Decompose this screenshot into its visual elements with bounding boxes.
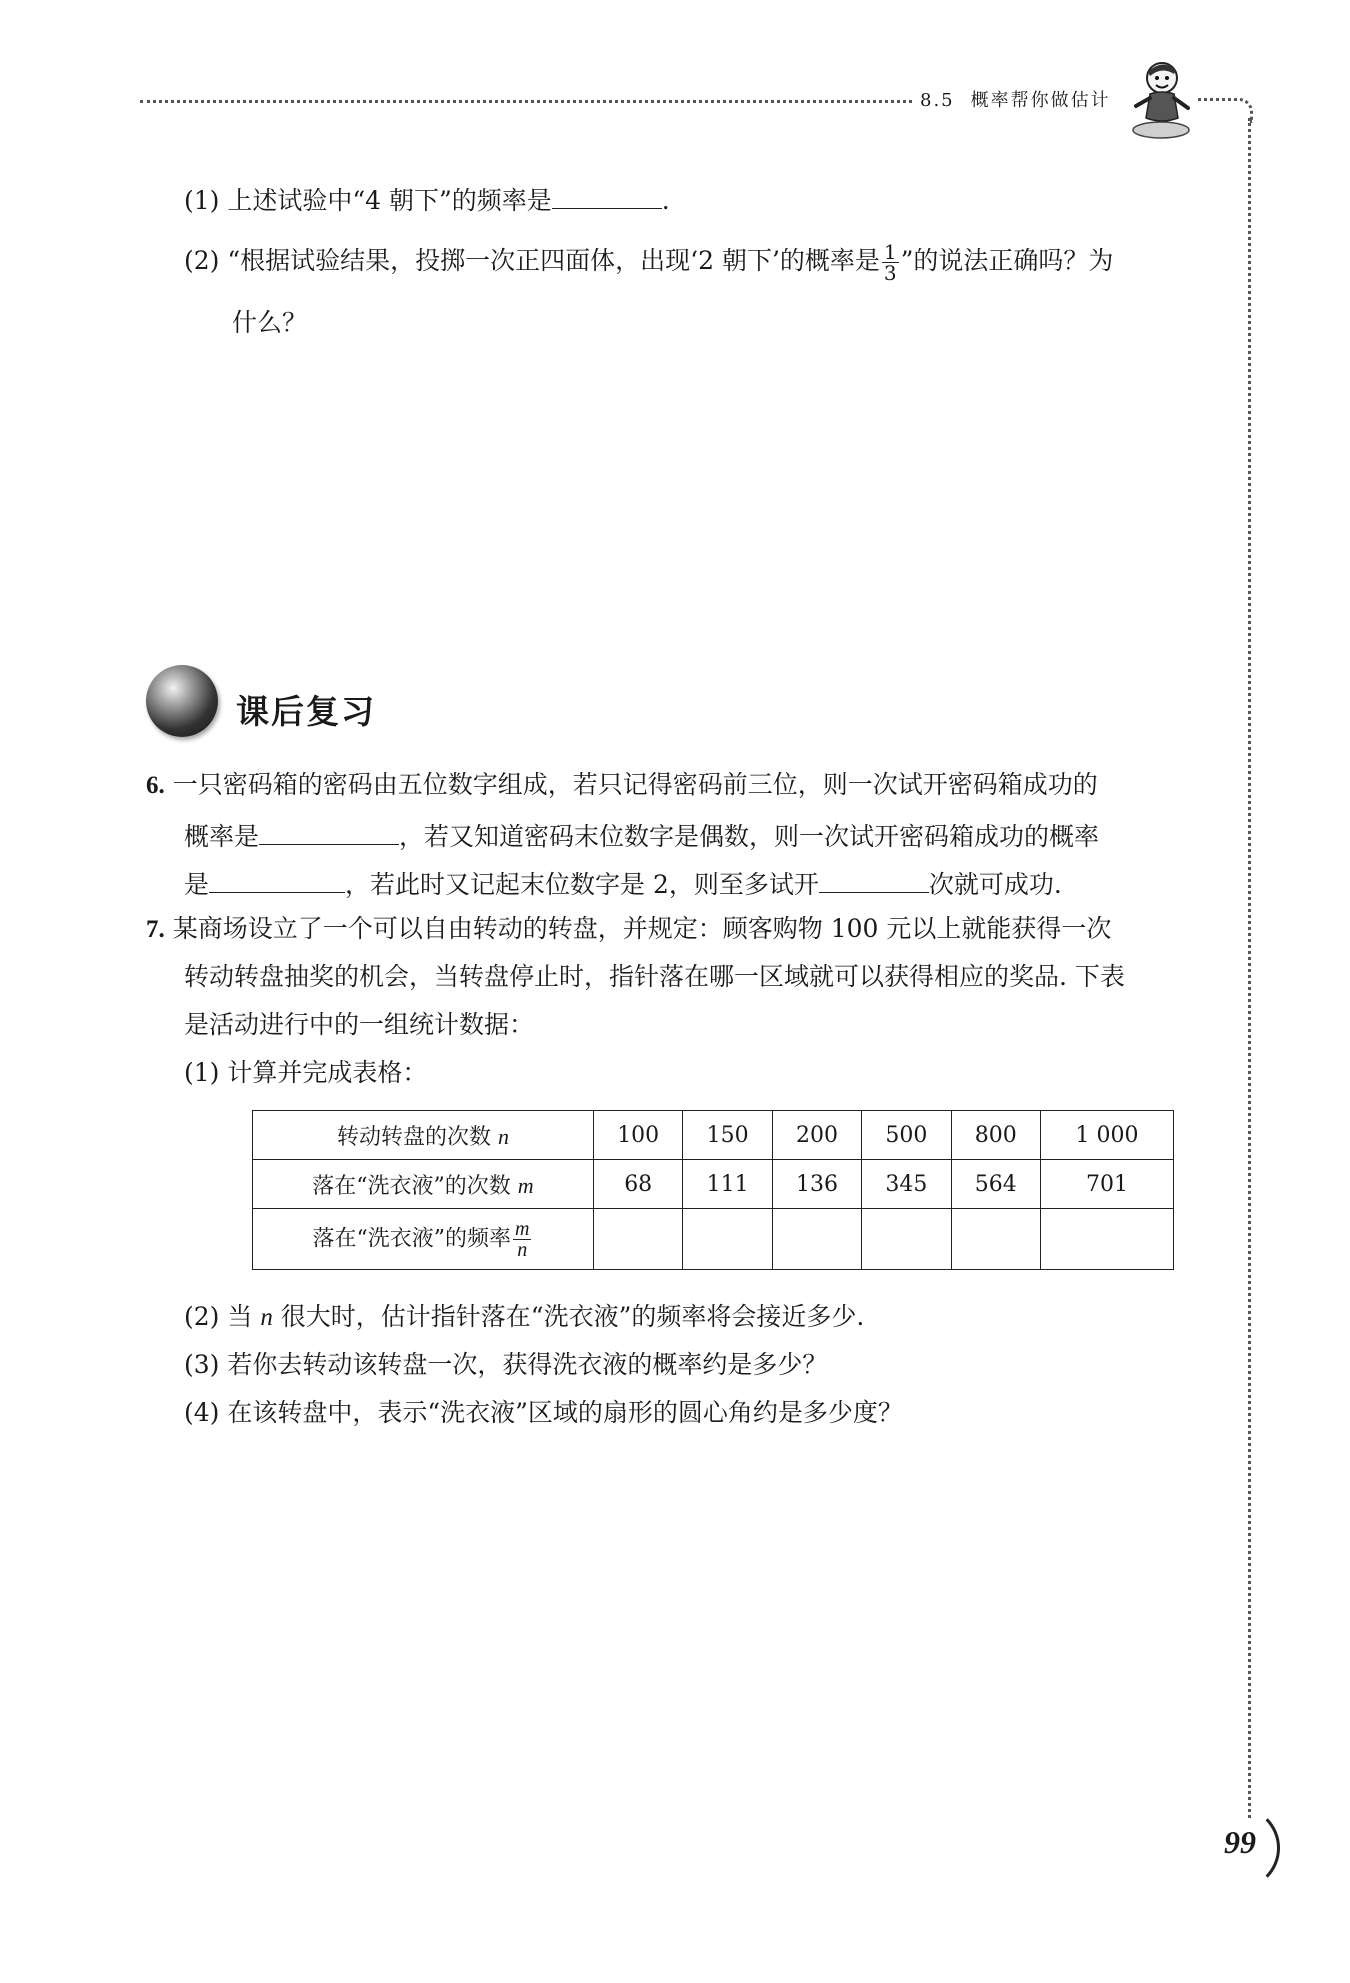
question-7-number: 7.: [146, 916, 165, 943]
question-7-sub-3: [184, 1352, 827, 1377]
question-5-part-2: [184, 242, 1113, 283]
running-header: [920, 86, 1111, 112]
section-title: 课后复习: [236, 692, 376, 731]
table-row-label: 落在“洗衣液”的频率 $\frac{m}{n}$: [253, 1209, 594, 1270]
q7-sub2-a: (2) 当: [184, 1302, 253, 1331]
question-7-line-1: [146, 916, 1111, 942]
table-row: [253, 1160, 1174, 1209]
table-cell: 800: [951, 1111, 1040, 1160]
q6-line3-b: ，若此时又记起末位数字是 2，则至多试开: [345, 870, 819, 899]
header-section-title: 概率帮你做估计: [970, 90, 1111, 111]
q5-1-text: (1) 上述试验中“4 朝下”的频率是: [184, 186, 552, 215]
question-5-part-1: [184, 184, 670, 213]
page-number: 99: [1224, 1824, 1256, 1860]
question-5-part-2-cont: [232, 310, 307, 335]
q5-1-end: .: [661, 186, 670, 215]
margin-dotted-rule: [1248, 118, 1251, 1818]
question-6-number: 6.: [146, 772, 165, 799]
q6-line2-a: 概率是: [184, 822, 260, 851]
q7-sub4-text: (4) 在该转盘中，表示“洗衣液”区域的扇形的圆心角约是多少度？: [184, 1398, 903, 1427]
question-6-line-2: [184, 820, 1099, 849]
table-cell-empty[interactable]: [683, 1209, 772, 1270]
table-cell: 68: [594, 1160, 683, 1209]
question-7-line-3: [184, 1012, 534, 1037]
fraction-m-over-n: $\frac{m}{n}$: [515, 1217, 530, 1261]
q7-line3-text: 是活动进行中的一组统计数据：: [184, 1010, 535, 1039]
table-cell-empty[interactable]: [951, 1209, 1040, 1270]
q5-2-text-a: (2) “根据试验结果，投掷一次正四面体，出现‘2 朝下’的概率是: [184, 246, 880, 275]
statistics-table: [252, 1110, 1174, 1270]
answer-blank[interactable]: [552, 184, 662, 209]
table-cell-empty[interactable]: [1040, 1209, 1173, 1270]
header-section-number: 8.5: [920, 90, 955, 111]
table-cell: 564: [951, 1160, 1040, 1209]
table-cell: 701: [1040, 1160, 1173, 1209]
margin-dotted-corner: [1198, 98, 1253, 123]
table-cell: 100: [594, 1111, 683, 1160]
q6-line2-b: ，若又知道密码末位数字是偶数，则一次试开密码箱成功的概率: [399, 822, 1100, 851]
table-row-label: 转动转盘的次数 n: [253, 1111, 594, 1160]
mascot-illustration: [1128, 56, 1194, 140]
answer-blank[interactable]: [259, 820, 399, 845]
header-dotted-rule: [140, 100, 912, 103]
q6-line3-c: 次就可成功.: [928, 870, 1062, 899]
question-6-line-1: [146, 772, 1098, 798]
table-cell: 150: [683, 1111, 772, 1160]
table-cell-empty[interactable]: [772, 1209, 861, 1270]
table-cell: 136: [772, 1160, 861, 1209]
q7-line2-text: 转动转盘抽奖的机会，当转盘停止时，指针落在哪一区域就可以获得相应的奖品. 下表: [184, 962, 1125, 991]
table-row: [253, 1209, 1174, 1270]
q5-2-text-b: ”的说法正确吗？为: [900, 246, 1114, 275]
question-7-sub-4: [184, 1400, 903, 1425]
q7-sub1-text: (1) 计算并完成表格：: [184, 1058, 428, 1087]
question-6-line-3: [184, 868, 1062, 897]
answer-blank[interactable]: [209, 868, 345, 893]
q7-line1-text: 某商场设立了一个可以自由转动的转盘，并规定：顾客购物 100 元以上就能获得一次: [172, 914, 1112, 943]
fraction-one-third: [882, 242, 899, 283]
table-cell: 345: [862, 1160, 951, 1209]
table-row: [253, 1111, 1174, 1160]
table-cell-empty[interactable]: [594, 1209, 683, 1270]
q7-sub3-text: (3) 若你去转动该转盘一次，获得洗衣液的概率约是多少？: [184, 1350, 828, 1379]
table-cell-empty[interactable]: [862, 1209, 951, 1270]
fraction-denominator: 3: [883, 261, 897, 285]
table-cell: 111: [683, 1160, 772, 1209]
table-row-label: 落在“洗衣液”的次数 m: [253, 1160, 594, 1209]
q7-sub2-var: n: [260, 1304, 273, 1331]
table-cell: 500: [862, 1111, 951, 1160]
fraction-numerator: 1: [883, 240, 897, 264]
question-7-line-2: [184, 964, 1125, 989]
q6-line3-a: 是: [184, 870, 210, 899]
q5-2-text-c: 什么？: [232, 308, 308, 337]
q6-line1-text: 一只密码箱的密码由五位数字组成，若只记得密码前三位，则一次试开密码箱成功的: [172, 770, 1098, 799]
q7-sub2-b: 很大时，估计指针落在“洗衣液”的频率将会接近多少.: [280, 1302, 865, 1331]
question-7-sub-1: [184, 1060, 427, 1085]
section-ball-icon: [146, 665, 218, 737]
table-cell: 200: [772, 1111, 861, 1160]
question-7-sub-2: [184, 1304, 864, 1330]
answer-blank[interactable]: [819, 868, 929, 893]
table-cell: 1 000: [1040, 1111, 1173, 1160]
